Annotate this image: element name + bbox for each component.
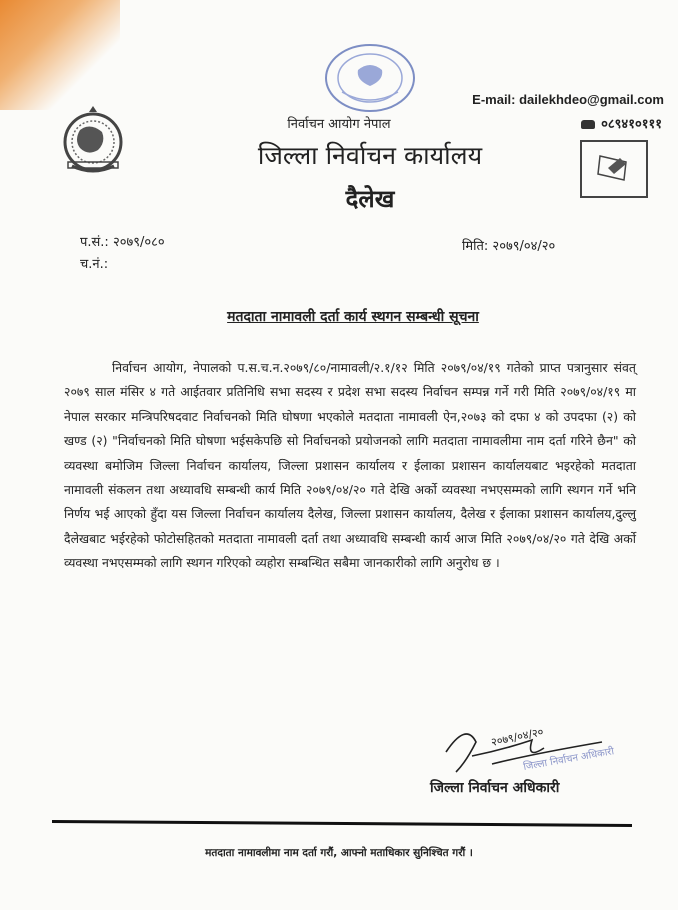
footer-divider xyxy=(52,820,632,827)
district-name: दैलेख xyxy=(345,185,395,213)
footer-slogan: मतदाता नामावलीमा नाम दर्ता गरौं, आफ्नो मताधिकार सुनिश्चित गरौं । xyxy=(205,847,473,859)
dispatch-number: च.नं.: xyxy=(80,257,109,272)
signatory-title: जिल्ला निर्वाचन अधिकारी xyxy=(430,780,560,796)
letter-date: मिति: २०७९/०४/२० xyxy=(462,239,556,254)
notice-body: निर्वाचन आयोग, नेपालको प.स.च.न.२०७९/८०/नामावली/२.१/१२ मिति २०७९/०४/१९ गतेको प्राप्त पत्रानुसार संवत् २०७९ साल मंसिर ४ गते आईतवार प्रतिनिधि सभा सदस्य र प्रदेश सभा सदस्य निर्वाचन सम्पन्न गर्ने गरी मिति २०७९/०४/१९ मा नेपाल सरकार मन्त्रिपरिषदवाट निर्वाचनको मिति घोषणा भएकोले मतदाता नामावली ऐन,२०७३ को दफा ४ को उपदफा (२) को खण्ड (२) "निर्वाचनको मिति घोषणा भईसकेपछि सो निर्वाचनको प्रयोजनको लागि मतदाता नामावलीमा नाम दर्ता गरिने छैन" को व्यवस्था बमोजिम जिल्ला निर्वाचन कार्यालय, जिल्ला प्रशासन कार्यालय र ईलाका प्रशासन कार्यालयबाट भइरहेको मतदाता नामावली संकलन तथा अध्यावधि सम्बन्धी कार्य मिति २०७९/०४/२० गते देखि अर्को व्यवस्था नभएसम्मको लागि स्थगन गर्ने भनि निर्णय भई आएको हुँदा यस जिल्ला निर्वाचन कार्यालय दैलेख, जिल्ला प्रशासन कार्यालय, दैलेख र ईलाका प्रशासन कार्यालय,दुल्लु दैलेखबाट भईरहेको फोटोसहितको मतदाता नामावली दर्ता तथा अध्यावधि सम्बन्धी कार्य आज मिति २०७९/०४/२० गते देखि अर्को व्यवस्था नभएसम्मको लागि स्थगन गरिएको व्यहोरा सम्बन्धित सबैमा जानकारीको लागि अनुरोध छ । xyxy=(64,360,636,571)
paper-stain xyxy=(0,0,120,110)
election-seal-icon xyxy=(322,42,418,114)
reference-number: प.सं.: २०७९/०८० xyxy=(80,235,165,250)
notice-subject: मतदाता नामावली दर्ता कार्य स्थगन सम्बन्धी सूचना xyxy=(227,309,479,325)
office-name: जिल्ला निर्वाचन कार्यालय xyxy=(257,141,483,170)
commission-name: निर्वाचन आयोग नेपाल xyxy=(287,117,391,132)
phone-number: ०८९४१०१११ xyxy=(601,117,662,132)
signature-date: २०७९/०४/२० xyxy=(489,725,545,749)
contact-email: E-mail: dailekhdeo@gmail.com xyxy=(472,92,664,107)
official-stamp: जिल्ला निर्वाचन अधिकारी xyxy=(522,746,615,773)
signature xyxy=(432,712,622,782)
